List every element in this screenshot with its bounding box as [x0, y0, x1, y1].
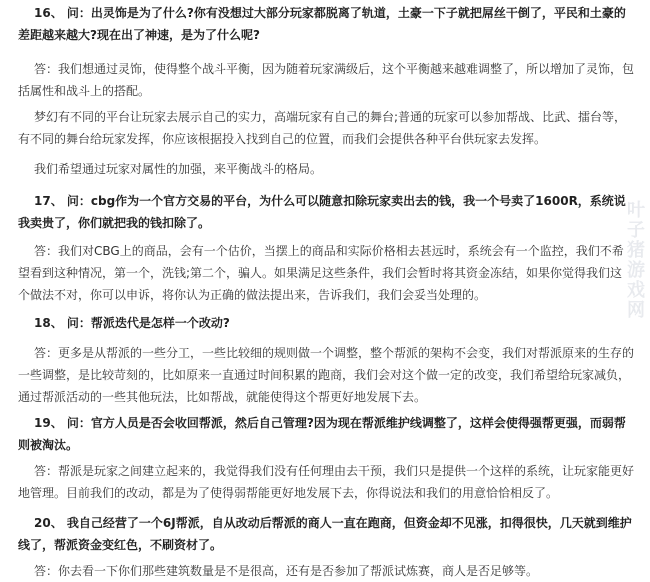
answer-16-para-1: 答：我们想通过灵饰，使得整个战斗平衡，因为随着玩家满级后，这个平衡越来越难调整了，所以增加了灵饰，包括属性和战斗上的搭配。 — [18, 62, 635, 98]
answer-18: 答：更多是从帮派的一些分工，一些比较细的规则做一个调整，整个帮派的架构不会变，我们对帮派原来的生存的一些调整，是比较苛刻的，比如原来一直通过时间积累的跑商，我们会对这个做一定的改变，我们希望给玩家减负，通过帮派活动的一些其他玩法，比如帮战，就能使得这个帮更好地发展下去。 — [18, 346, 635, 404]
question-17: 17、 问：cbg作为一个官方交易的平台，为什么可以随意扣除玩家卖出去的钱，我一个号卖了1600R，系统说我卖贵了，你们就把我的钱扣除了。 — [18, 194, 626, 230]
site-watermark: 叶子猪游戏网 — [624, 200, 645, 320]
answer-20: 答：你去看一下你们那些建筑数量是不是很高，还有是否参加了帮派试炼赛，商人是否足够等。 — [34, 564, 539, 578]
answer-17: 答：我们对CBG上的商品，会有一个估价，当摆上的商品和实际价格相去甚远时，系统会有一个监控，我们不希望看到这种情况，第一个，洗钱;第二个，骗人。如果满足这些条件，我们会暂时将其资金冻结，如果你觉得我们这个做法不对，你可以申诉，将你认为正确的做法提出来，告诉我们，我们会妥当处理的。 — [18, 244, 624, 302]
question-20: 20、 我自己经营了一个6J帮派，自从改动后帮派的商人一直在跑商，但资金却不见涨，扣得很快，几天就到维护线了，帮派资金变红色，不刷资材了。 — [18, 516, 632, 552]
answer-19: 答：帮派是玩家之间建立起来的，我觉得我们没有任何理由去干预，我们只是提供一个这样的系统，让玩家能更好地管理。目前我们的改动，都是为了使得弱帮能更好地发展下去，你得说法和我们的用意恰恰相反了。 — [18, 464, 635, 500]
answer-16-para-2: 梦幻有不同的平台让玩家去展示自己的实力，高端玩家有自己的舞台;普通的玩家可以参加帮战、比武、擂台等，有不同的舞台给玩家发挥，你应该根据投入找到自己的位置，而我们会提供各种平台供玩家去发挥。 — [18, 110, 627, 146]
question-19: 19、 问：官方人员是否会收回帮派，然后自己管理?因为现在帮派维护线调整了，这样会使得强帮更强，而弱帮则被淘汰。 — [18, 416, 626, 452]
question-16: 16、 问：出灵饰是为了什么?你有没想过大部分玩家都脱离了轨道，土豪一下子就把屌丝干倒了，平民和土豪的差距越来越大?现在出了神速，是为了什么呢? — [18, 6, 626, 42]
answer-16-para-3: 我们希望通过玩家对属性的加强，来平衡战斗的格局。 — [34, 162, 323, 176]
question-18: 18、 问：帮派迭代是怎样一个改动? — [34, 316, 230, 330]
